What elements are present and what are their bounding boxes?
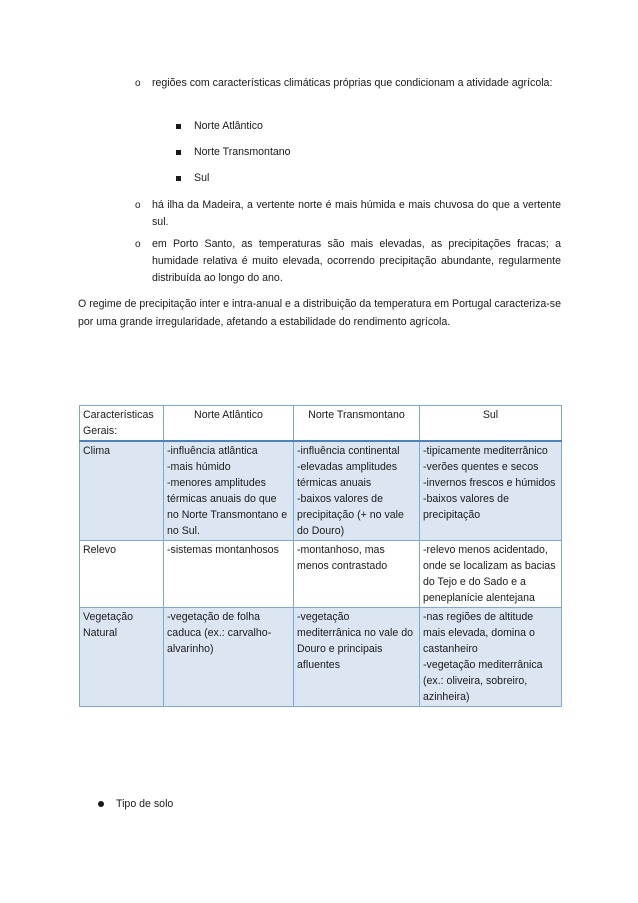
cell-text-line: -sistemas montanhosos: [167, 544, 279, 556]
cell-text-line: -relevo menos acidentado, onde se localizam as bacias do Tejo e do Sado e a peneplanície alentejana: [423, 544, 556, 604]
table-header-row: [80, 406, 562, 442]
table-header-cell: Norte Atlântico: [164, 406, 294, 442]
table-cell: [294, 608, 420, 707]
characteristics-table: [79, 405, 562, 707]
region-label: Norte Transmontano: [194, 146, 291, 158]
round-bullet-icon: [98, 801, 104, 807]
region-label: Sul: [194, 172, 210, 184]
bullet-list-o-first: [120, 75, 561, 92]
cell-text-line: -baixos valores de precipitação (+ no vale do Douro): [297, 493, 404, 537]
table-cell: [164, 608, 294, 707]
circle-bullet-icon: o: [135, 78, 141, 89]
table-row: [80, 608, 562, 707]
list-item: [174, 144, 291, 161]
cell-text-line: -influência continental: [297, 445, 400, 457]
cell-text-line: -montanhoso, mas menos contrastado: [297, 544, 388, 572]
cell-text-line: -influência atlântica: [167, 445, 258, 457]
region-label: Norte Atlântico: [194, 120, 263, 132]
table-row: [80, 441, 562, 541]
cell-text-line: -elevadas amplitudes térmicas anuais: [297, 461, 398, 489]
table-header-cell: Sul: [420, 406, 562, 442]
cell-text-line: -nas regiões de altitude mais elevada, domina o castanheiro: [423, 611, 535, 655]
list-item-text: há ilha da Madeira, a vertente norte é mais húmida e mais chuvosa do que a vertente sul.: [152, 199, 561, 228]
square-bullet-icon: [176, 176, 181, 181]
list-item-text: regiões com características climáticas próprias que condicionam a atividade agrícola:: [152, 77, 553, 89]
table-cell: [294, 441, 420, 541]
table-cell: [420, 541, 562, 608]
table-cell: [294, 541, 420, 608]
list-item-text: Tipo de solo: [116, 798, 174, 810]
square-bullet-icon: [176, 124, 181, 129]
list-item-text: em Porto Santo, as temperaturas são mais elevadas, as precipitações fracas; a humidade relativa é muito elevada, ocorrendo precipitação abundante, regularmente distribuída ao longo do ano.: [152, 238, 561, 284]
cell-text-line: -baixos valores de precipitação: [423, 493, 509, 521]
list-item: [174, 170, 291, 187]
row-label: Relevo: [80, 541, 164, 608]
cell-text-line: -mais húmido: [167, 461, 231, 473]
cell-text-line: -vegetação mediterrânica (ex.: oliveira, sobreiro, azinheira): [423, 659, 543, 703]
cell-text-line: -verões quentes e secos: [423, 461, 539, 473]
body-paragraph: O regime de precipitação inter e intra-anual e a distribuição da temperatura em Portugal caracteriza-se por uma grande irregularidade, afetando a estabilidade do rendimento agrícola.: [78, 298, 561, 328]
cell-text-line: -menores amplitudes térmicas anuais do que no Norte Transmontano e no Sul.: [167, 477, 288, 537]
table-row: [80, 541, 562, 608]
table-cell: [164, 541, 294, 608]
cell-text-line: -invernos frescos e húmidos: [423, 477, 556, 489]
list-item: [96, 796, 173, 813]
region-list: [174, 118, 291, 187]
table-header-cell: Norte Transmontano: [294, 406, 420, 442]
list-item: [120, 197, 561, 231]
list-item: [120, 75, 561, 92]
cell-text-line: -vegetação de folha caduca (ex.: carvalho-alvarinho): [167, 611, 272, 655]
row-label: Clima: [80, 441, 164, 541]
bullet-list-o-second: [120, 197, 561, 287]
circle-bullet-icon: o: [135, 200, 141, 211]
square-bullet-icon: [176, 150, 181, 155]
cell-text-line: -tipicamente mediterrânico: [423, 445, 548, 457]
list-item: [174, 118, 291, 135]
table-cell: [420, 608, 562, 707]
table-cell: [164, 441, 294, 541]
cell-text-line: -vegetação mediterrânica no vale do Douro e principais afluentes: [297, 611, 414, 671]
list-item: [120, 236, 561, 287]
table-cell: [420, 441, 562, 541]
row-label: Vegetação Natural: [80, 608, 164, 707]
circle-bullet-icon: o: [135, 239, 141, 250]
table-header-cell: Características Gerais:: [80, 406, 164, 442]
